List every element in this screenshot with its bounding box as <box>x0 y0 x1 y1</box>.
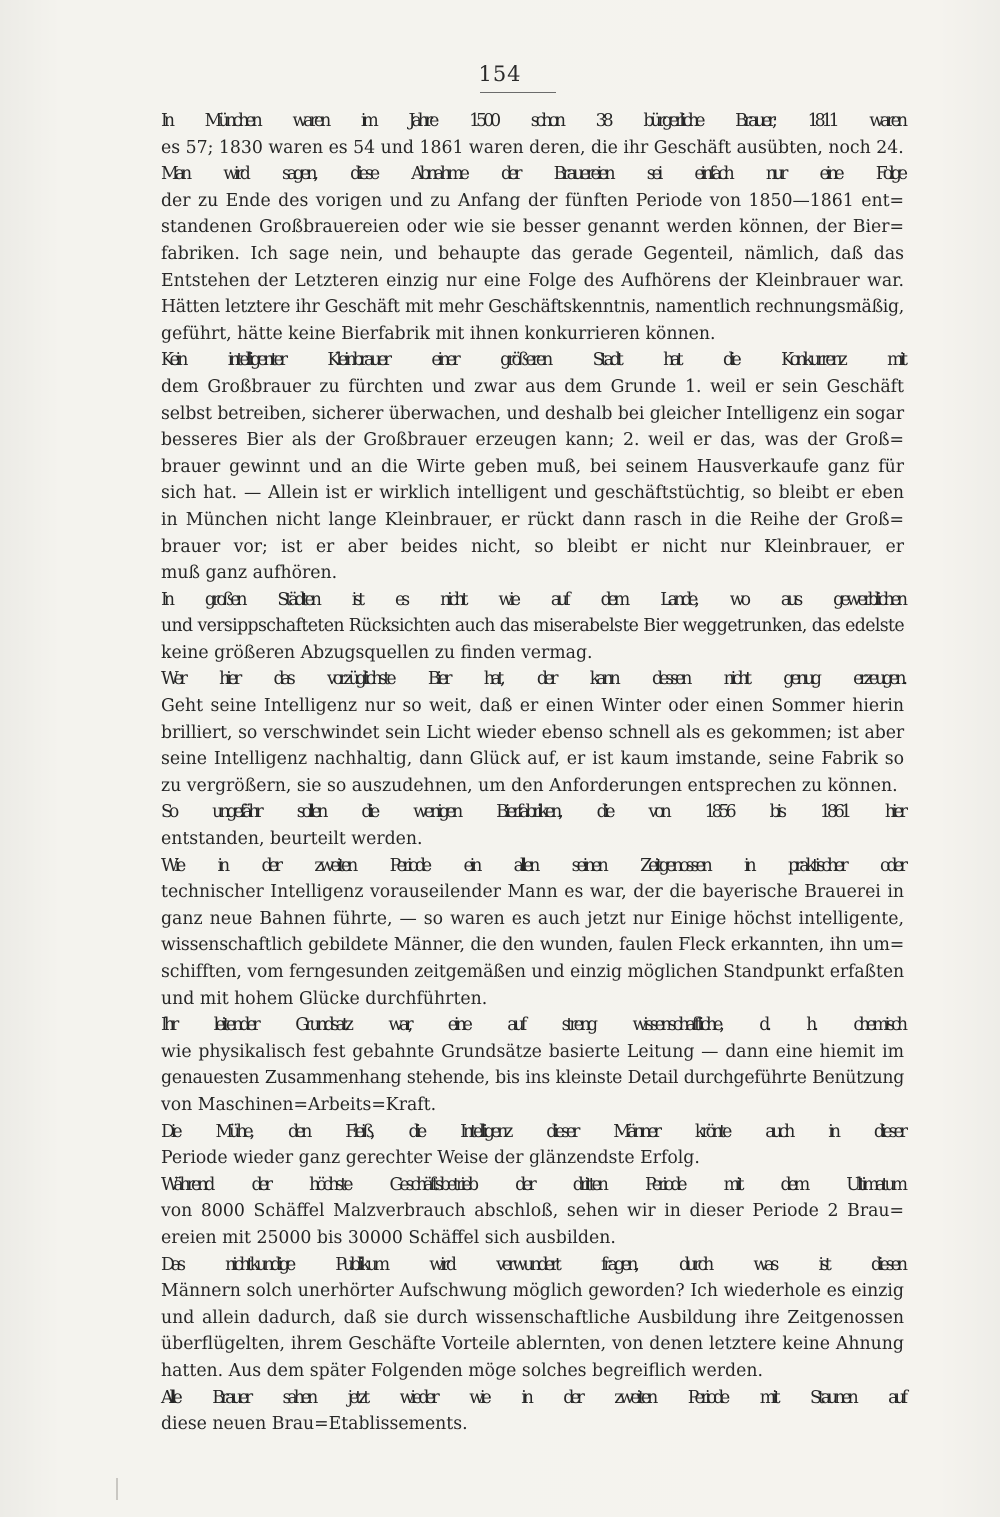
text-line: entstanden, beurteilt werden. <box>161 829 423 850</box>
paragraph <box>104 1012 904 1118</box>
text-line: sich hat. — Allein ist er wirklich intelligent und geschäftstüchtig, so bleibt er eben <box>161 483 904 504</box>
text-line: wissenschaftlich gebildete Männer, die den wunden, faulen Fleck erkannten, ihn um= <box>161 935 904 956</box>
text-line: schifften, vom ferngesunden zeitgemäßen und einzig möglichen Standpunkt erfaßten <box>161 962 904 982</box>
text-line: der zu Ende des vorigen und zu Anfang der fünften Periode von 1850—1861 ent= <box>161 190 904 211</box>
text-line: Wie in der zweiten Periode ein allen seinen Zeitgenossen in praktischer oder <box>161 855 904 876</box>
paragraph <box>104 666 904 799</box>
text-line: Entstehen der Letzteren einzig nur eine Folge des Aufhörens der Kleinbrauer war. <box>161 270 904 291</box>
text-line: brauer vor; ist er aber beides nicht, so bleibt er nicht nur Kleinbrauer, er <box>161 536 904 557</box>
text-line: ganz neue Bahnen führte, — so waren es auch jetzt nur Einige höchst intelligente, <box>161 908 904 929</box>
scan-mark <box>116 1478 118 1500</box>
paragraph <box>104 587 904 667</box>
text-line: von Maschinen=Arbeits=Kraft. <box>161 1094 437 1115</box>
text-line: ereien mit 25000 bis 30000 Schäffel sich ausbilden. <box>161 1227 616 1248</box>
text-line: Alle Brauer sahen jetzt wieder wie in der zweiten Periode mit Staunen auf <box>161 1387 904 1408</box>
text-line: Männern solch unerhörter Aufschwung möglich geworden? Ich wiederhole es einzig <box>161 1281 904 1302</box>
text-line: genauesten Zusammenhang stehende, bis ins kleinste Detail durchgeführte Benützung <box>161 1068 904 1089</box>
text-line: und allein dadurch, daß sie durch wissenschaftliche Ausbildung ihre Zeitgenossen <box>161 1307 904 1328</box>
text-line: diese neuen Brau=Etablissements. <box>161 1414 468 1435</box>
paragraph <box>104 161 904 347</box>
text-line: wie physikalisch fest gebahnte Grundsätze basierte Leitung — dann eine hiemit im <box>161 1041 904 1062</box>
text-line: geführt, hätte keine Bierfabrik mit ihnen konkurrieren können. <box>161 323 716 344</box>
paragraph <box>104 347 904 586</box>
text-line: standenen Großbrauereien oder wie sie besser genannt werden können, der Bier= <box>161 217 904 238</box>
text-line: In München waren im Jahre 1500 schon 38 bürgerliche Brauer; 1811 waren <box>161 111 904 131</box>
body-text <box>104 108 904 1438</box>
page-number: 154 <box>478 62 522 86</box>
text-line: dem Großbrauer zu fürchten und zwar aus dem Grunde 1. weil er sein Geschäft <box>161 376 904 397</box>
text-line: von 8000 Schäffel Malzverbrauch abschloß, sehen wir in dieser Periode 2 Brau= <box>161 1201 904 1222</box>
text-line: und versippschafteten Rücksichten auch das miserabelste Bier weggetrunken, das edelste <box>161 616 904 637</box>
text-line: keine größeren Abzugsquellen zu finden vermag. <box>161 642 593 663</box>
text-line: besseres Bier als der Großbrauer erzeugen kann; 2. weil er das, was der Groß= <box>161 430 904 451</box>
text-line: Geht seine Intelligenz nur so weit, daß er einen Winter oder einen Sommer hierin <box>161 696 904 717</box>
text-line: Wer hier das vorzüglichste Bier hat, der kann dessen nicht genug erzeugen. <box>161 669 904 690</box>
paragraph <box>104 1119 904 1172</box>
text-line: Während der höchste Geschäftsbetrieb der dritten Periode mit dem Ultimatum <box>161 1174 904 1195</box>
text-line: es 57; 1830 waren es 54 und 1861 waren deren, die ihr Geschäft ausübten, noch 24. <box>161 137 904 158</box>
text-line: Die Mühe, den Fleiß, die Intelligenz dieser Männer krönte auch in dieser <box>161 1121 904 1142</box>
text-line: brauer gewinnt und an die Wirte geben muß, bei seinem Hausverkaufe ganz für <box>161 456 904 477</box>
text-line: überflügelten, ihrem Geschäfte Vorteile ablernten, von denen letztere keine Ahnung <box>161 1334 904 1355</box>
text-line: in München nicht lange Kleinbrauer, er rückt dann rasch in die Reihe der Groß= <box>161 509 904 530</box>
text-line: In großen Städten ist es nicht wie auf dem Lande, wo aus gewerblichen <box>161 589 904 610</box>
text-line: brilliert, so verschwindet sein Licht wieder ebenso schnell als es gekommen; ist aber <box>161 722 904 743</box>
text-line: Man wird sagen, diese Abnahme der Brauereien sei einfach nur eine Folge <box>161 164 904 185</box>
text-line: So ungefähr sollen die wenigen Bierfabriken, die von 1856 bis 1861 hier <box>161 802 904 823</box>
text-line: Hätten letztere ihr Geschäft mit mehr Geschäftskenntnis, namentlich rechnungsmäßig, <box>161 297 904 318</box>
text-line: Das nichtkundige Publikum wird verwundert fragen, durch was ist diesen <box>161 1254 904 1275</box>
text-line: hatten. Aus dem später Folgenden möge solches begreiflich werden. <box>161 1360 763 1381</box>
paragraph <box>104 853 904 1013</box>
text-line: selbst betreiben, sicherer überwachen, und deshalb bei gleicher Intelligenz ein sogar <box>161 403 904 424</box>
text-line: Ihr leitender Grundsatz war, eine auf streng wissenschaftliche, d. h. chemisch <box>161 1015 904 1036</box>
text-line: zu vergrößern, sie so auszudehnen, um den Anforderungen entsprechen zu können. <box>161 775 898 796</box>
text-line: Periode wieder ganz gerechter Weise der glänzendste Erfolg. <box>161 1148 700 1169</box>
text-line: muß ganz aufhören. <box>161 563 338 584</box>
paragraph <box>104 799 904 852</box>
paragraph <box>104 1252 904 1385</box>
text-line: seine Intelligenz nachhaltig, dann Glück auf, er ist kaum imstande, seine Fabrik so <box>161 749 904 770</box>
text-line: Kein intelligenter Kleinbrauer einer größeren Stadt hat die Konkurrenz mit <box>161 350 904 371</box>
text-line: und mit hohem Glücke durchführten. <box>161 988 488 1009</box>
paragraph <box>104 1385 904 1438</box>
text-line: technischer Intelligenz vorauseilender Mann es war, der die bayerische Brauerei in <box>161 882 904 903</box>
page-number-rule <box>480 92 556 93</box>
paragraph <box>104 1172 904 1252</box>
paragraph <box>104 108 904 161</box>
text-line: fabriken. Ich sage nein, und behaupte das gerade Gegenteil, nämlich, daß das <box>161 243 904 264</box>
